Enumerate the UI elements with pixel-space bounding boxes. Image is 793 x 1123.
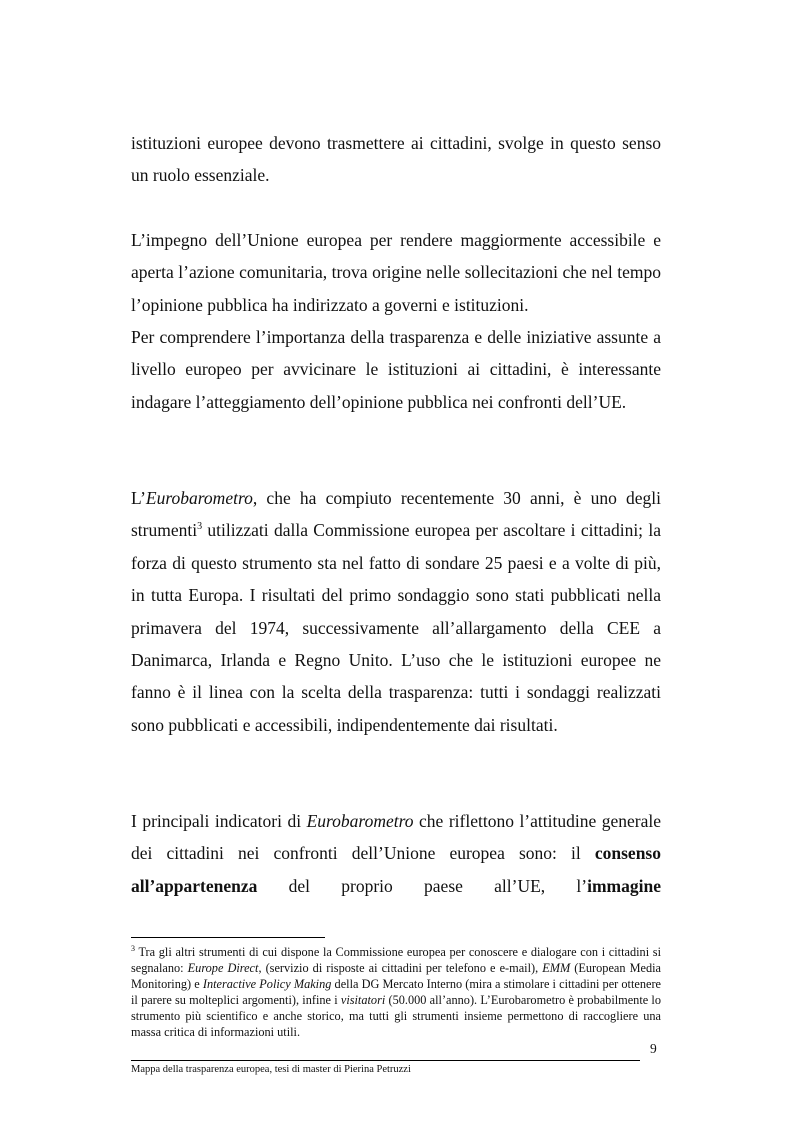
paragraph-5-prefix: I principali indicatori di <box>131 811 307 831</box>
footnote-reference[interactable]: 3 <box>197 521 203 533</box>
paragraph-1-text: istituzioni europee devono trasmettere ai cittadini, svolge in questo senso un ruolo essenziale. <box>131 133 661 186</box>
eurobarometro-italic: Eurobarometro <box>145 488 253 508</box>
paragraph-2 <box>131 224 661 321</box>
footnote <box>131 944 661 1040</box>
paragraph-4-text: , che ha compiuto recentemente 30 anni, è uno degli strumenti <box>131 488 661 541</box>
footnote-italic: Interactive Policy Making <box>202 977 332 991</box>
paragraph-2-text: L’impegno dell’Unione europea per rendere maggiormente accessibile e aperta l’azione comunitaria, trova origine nelle sollecitazioni che nel tempo l’opinione pubblica ha indirizzato a governi e istituzioni. <box>131 230 661 315</box>
bold-term-immagine: immagine <box>587 875 661 896</box>
footnote-text: Tra gli altri strumenti di cui dispone la Commissione europea per conoscere e dialogare con i cittadini si segnalano: <box>131 945 661 975</box>
footnote-italic: visitatori <box>340 993 386 1007</box>
footnote-italic: EMM <box>542 961 571 975</box>
footnote-text: (European Media Monitoring) e <box>131 961 661 991</box>
footnote-separator <box>131 937 325 938</box>
footnote-text: (50.000 all’anno). L’Eurobarometro è probabilmente lo strumento più scientifico e anche storico, ma tutti gli strumenti insieme permettono di raccogliere una massa critica di informazioni utili. <box>131 993 661 1039</box>
footnote-italic: Europe Direct <box>187 961 259 975</box>
paragraph-1 <box>131 127 661 192</box>
paragraph-3-text: Per comprendere l’importanza della trasparenza e delle iniziative assunte a livello europeo per avvicinare le istituzioni ai cittadini, è interessante indagare l’atteggiamento dell’opinione pubblica nei confronti dell’UE. <box>131 327 661 412</box>
paragraph-4-prefix: L’ <box>131 488 146 508</box>
paragraph-5-middle: del proprio paese all’UE, l’ <box>257 875 588 896</box>
footer-text: Mappa della trasparenza europea, tesi di master di Pierina Petruzzi <box>131 1064 411 1075</box>
paragraph-4-rest: utilizzati dalla Commissione europea per ascoltare i cittadini; la forza di questo strumento sta nel fatto di sondare 25 paesi e a volte di più, in tutta Europa. I risultati del primo sondaggio sono stati pubblicati nella primavera del 1974, successivamente all’allargamento della CEE a Danimarca, Irlanda e Regno Unito. L’uso che le istituzioni europee ne fanno è il linea con la scelta della trasparenza: tutti i sondaggi realizzati sono pubblicati e accessibili, indipendentemente dai risultati. <box>131 520 661 735</box>
eurobarometro-italic: Eurobarometro <box>306 811 414 831</box>
paragraph-5 <box>131 805 661 902</box>
paragraph-4 <box>131 482 661 741</box>
footnote-number: 3 <box>131 944 135 953</box>
page-number: 9 <box>650 1041 657 1056</box>
footnote-text: della DG Mercato Interno (mira a stimolare i cittadini per ottenere il parere su molteplici argomenti), infine i <box>131 977 661 1007</box>
paragraph-3 <box>131 321 661 418</box>
bold-term-consenso: consenso all’appartenenza <box>131 843 661 896</box>
footnote-text: , (servizio di risposte ai cittadini per telefono e e-mail), <box>258 961 543 975</box>
footer-separator <box>131 1060 640 1061</box>
paragraph-5-text: che riflettono l’attitudine generale dei cittadini nei confronti dell’Unione europea sono: il <box>131 811 661 864</box>
